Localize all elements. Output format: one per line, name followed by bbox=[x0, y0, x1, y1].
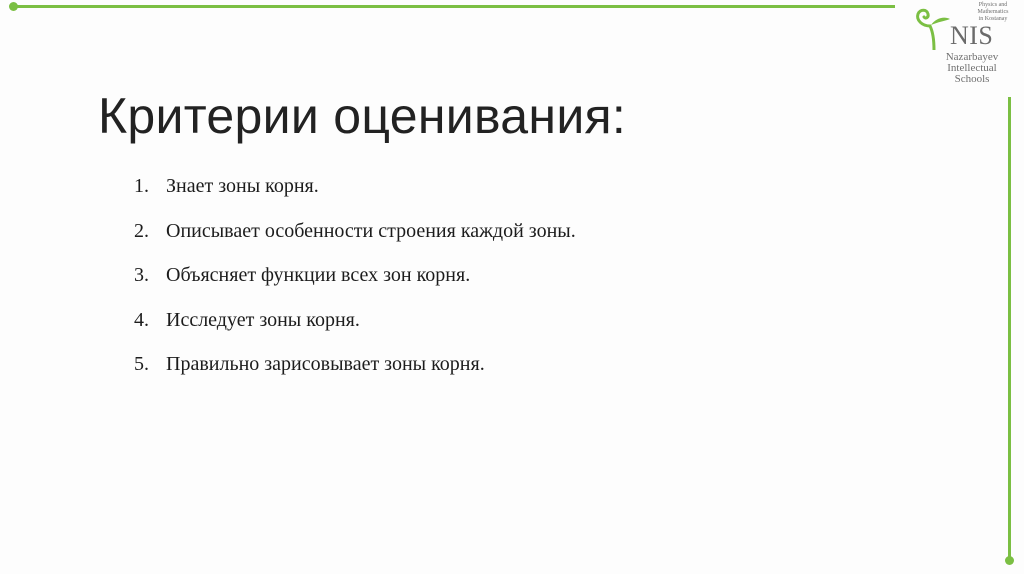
list-item bbox=[134, 346, 576, 391]
logo-full-name bbox=[928, 52, 1016, 85]
right-accent-line bbox=[1008, 97, 1011, 559]
list-item-number: 4. bbox=[134, 308, 149, 331]
logo-caption-line: in Kostanay bbox=[978, 16, 1008, 22]
nis-sprout-icon bbox=[912, 6, 952, 50]
list-item bbox=[134, 302, 576, 347]
logo-name-line: Intellectual bbox=[947, 62, 997, 74]
list-item bbox=[134, 168, 576, 213]
list-item-number: 3. bbox=[134, 264, 149, 286]
list-item-number: 5. bbox=[134, 353, 149, 375]
list-item bbox=[134, 257, 576, 302]
list-item-text: Знает зоны корня. bbox=[166, 175, 319, 197]
right-accent-dot bbox=[1005, 556, 1014, 565]
list-item-text: Описывает особенности строения каждой зоны. bbox=[166, 219, 576, 242]
logo-name-line: Nazarbayev bbox=[945, 51, 999, 63]
top-accent-dot bbox=[9, 2, 18, 11]
logo-school-caption bbox=[968, 2, 1018, 23]
list-item bbox=[134, 213, 576, 258]
criteria-list bbox=[134, 168, 576, 391]
logo-brand-text: NIS bbox=[950, 21, 994, 50]
top-accent-line bbox=[13, 5, 895, 8]
nis-logo bbox=[912, 2, 1020, 88]
logo-caption-line: Physics and bbox=[978, 2, 1008, 8]
logo-caption-line: Mathematics bbox=[977, 9, 1009, 15]
list-item-number: 1. bbox=[134, 175, 149, 197]
list-item-text: Правильно зарисовывает зоны корня. bbox=[166, 353, 485, 375]
list-item-text: Объясняет функции всех зон корня. bbox=[166, 264, 471, 286]
slide-title: Критерии оценивания: bbox=[98, 88, 627, 144]
logo-name-line: Schools bbox=[954, 73, 990, 85]
list-item-text: Исследует зоны корня. bbox=[166, 308, 360, 331]
list-item-number: 2. bbox=[134, 219, 149, 242]
